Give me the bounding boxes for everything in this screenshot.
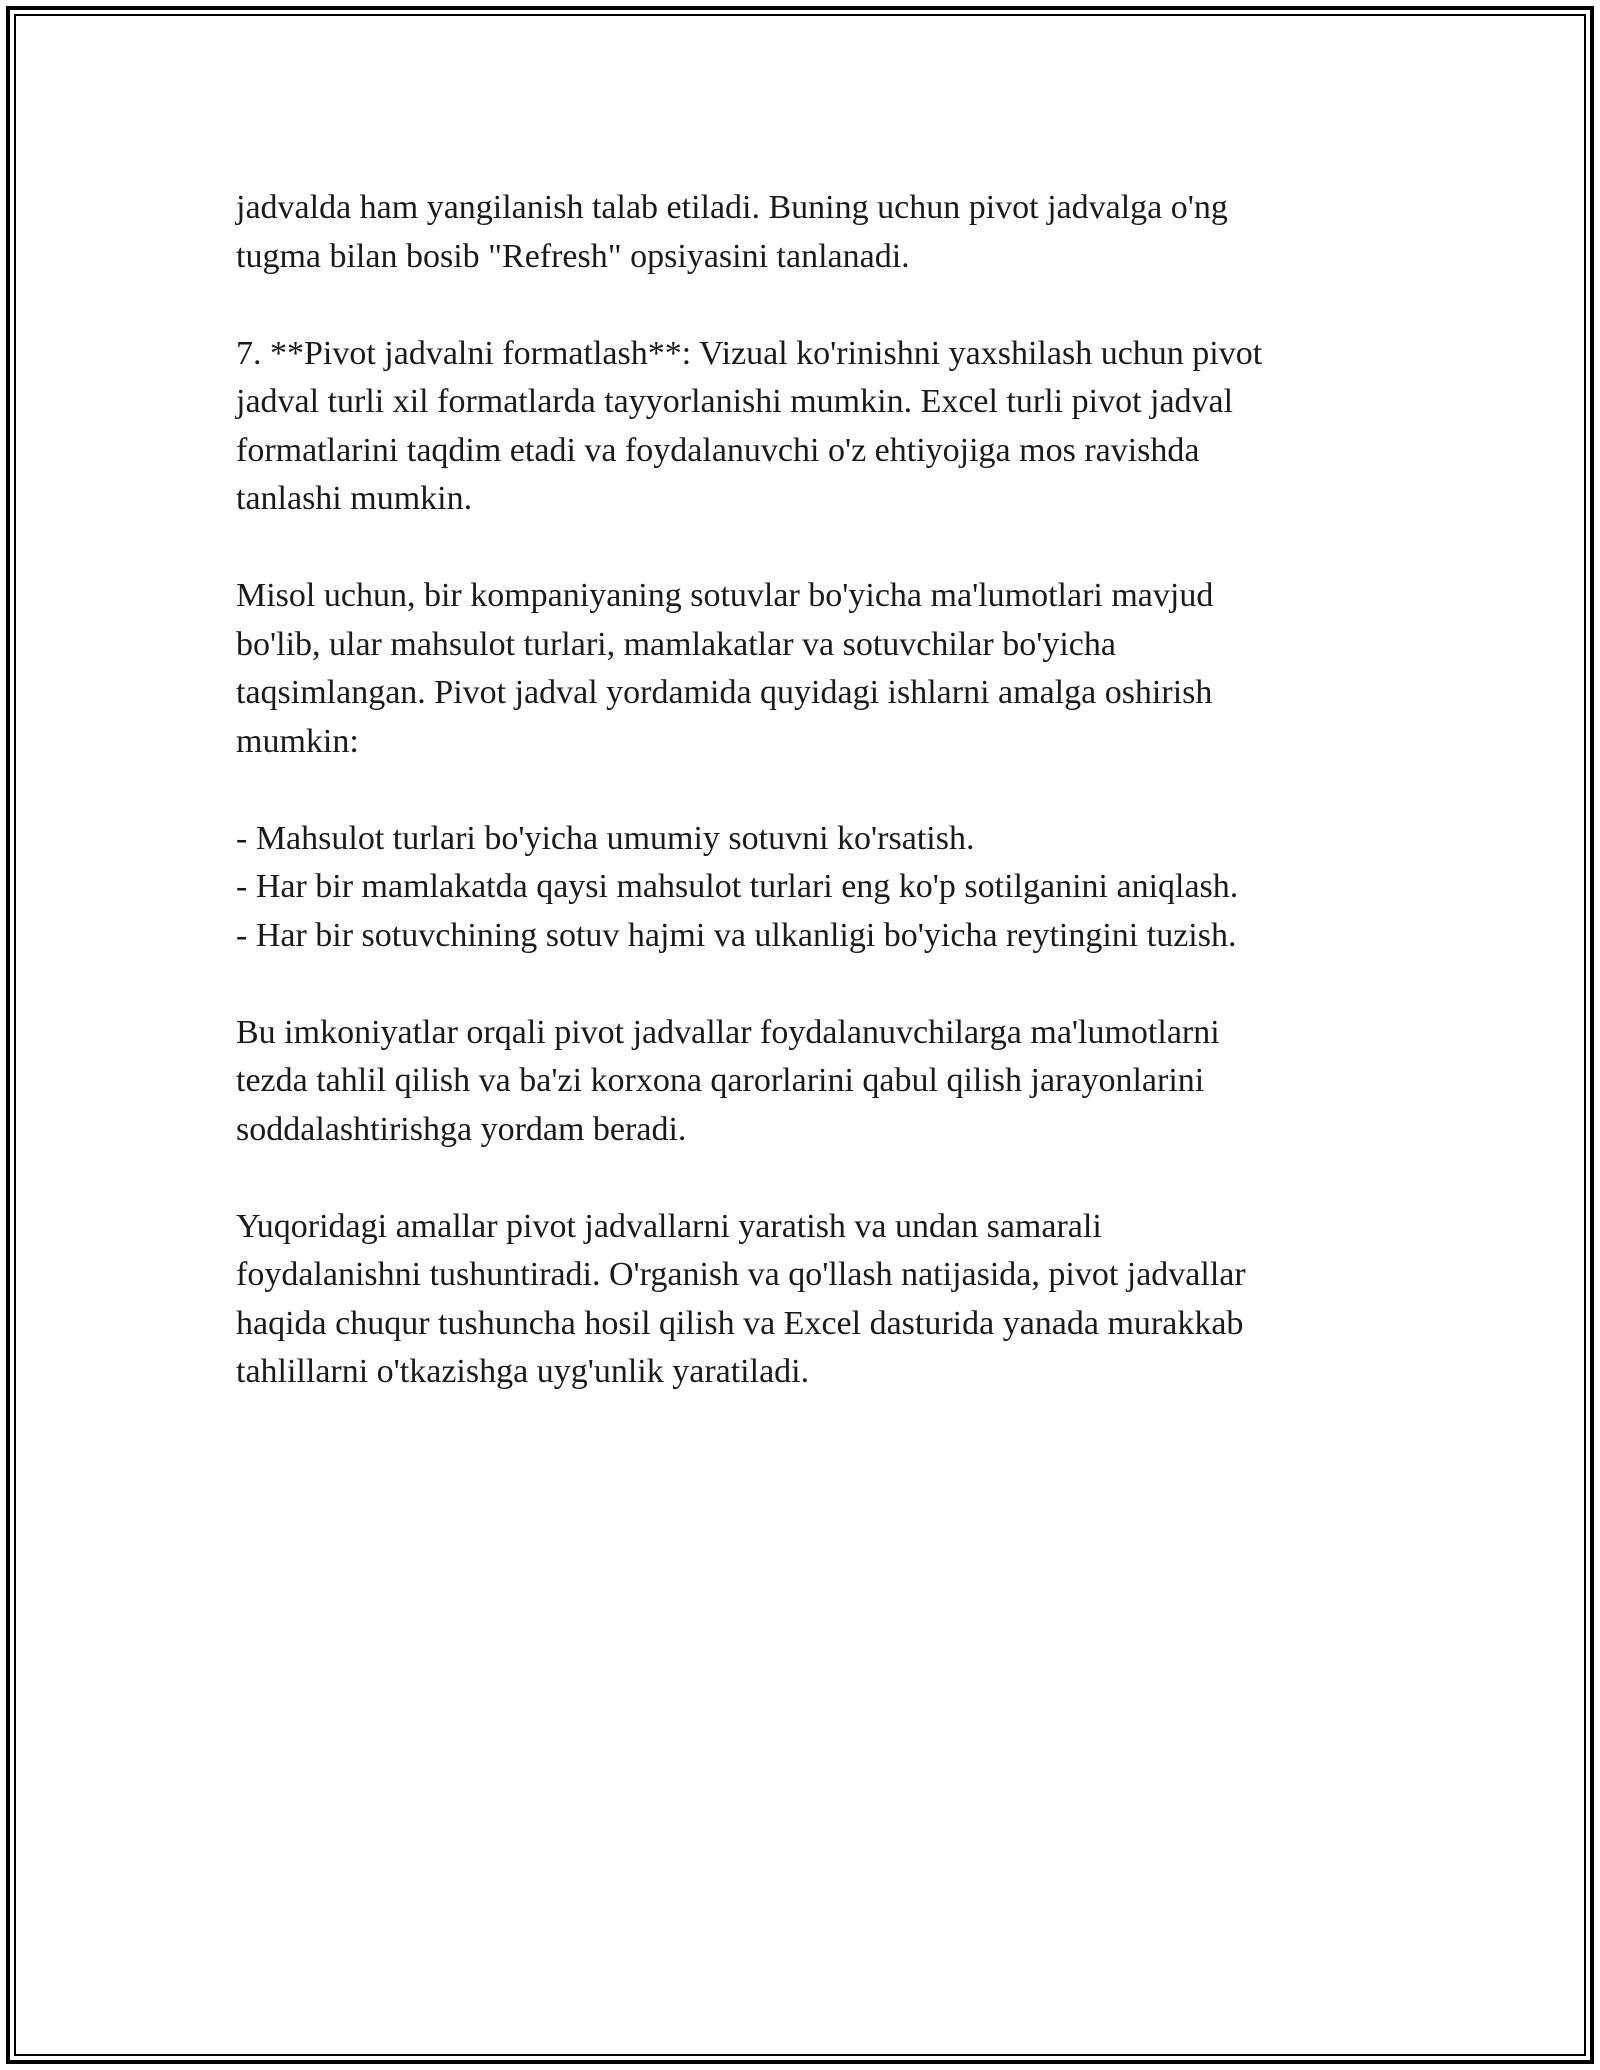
paragraph-refresh-note — [236, 184, 1386, 281]
paragraph-example-intro — [236, 572, 1386, 766]
text-line: Yuqoridagi amallar pivot jadvallarni yaratish va undan samarali — [236, 1207, 1102, 1245]
text-line: soddalashtirishga yordam beradi. — [236, 1110, 687, 1148]
text-line: 7. **Pivot jadvalni formatlash**: Vizual ko'rinishni yaxshilash uchun pivot — [236, 334, 1263, 372]
list-item: - Har bir mamlakatda qaysi mahsulot turlari eng ko'p sotilganini aniqlash. — [236, 868, 1239, 905]
text-line: tanlashi mumkin. — [236, 480, 473, 517]
text-line: jadval turli xil formatlarda tayyorlanishi mumkin. Excel turli pivot jadval — [236, 383, 1234, 420]
text-line: taqsimlangan. Pivot jadval yordamida quyidagi ishlarni amalga oshirish — [236, 674, 1213, 711]
text-line: tezda tahlil qilish va ba'zi korxona qarorlarini qabul qilish jarayonlarini — [236, 1062, 1205, 1099]
list-item: - Har bir sotuvchining sotuv hajmi va ulkanligi bo'yicha reytingini tuzish. — [236, 916, 1237, 954]
text-line: Bu imkoniyatlar orqali pivot jadvallar foydalanuvchilarga ma'lumotlarni — [236, 1013, 1220, 1051]
text-line: foydalanishni tushuntiradi. O'rganish va qo'llash natijasida, pivot jadvallar — [236, 1256, 1246, 1293]
text-line: bo'lib, ular mahsulot turlari, mamlakatlar va sotuvchilar bo'yicha — [236, 625, 1116, 663]
text-line: haqida chuqur tushuncha hosil qilish va Excel dasturida yanada murakkab — [236, 1304, 1244, 1342]
text-line: mumkin: — [236, 722, 359, 760]
example-list — [236, 815, 1386, 961]
text-line: jadvalda ham yangilanish talab etiladi. Buning uchun pivot jadvalga o'ng — [236, 189, 1228, 226]
list-item: - Mahsulot turlari bo'yicha umumiy sotuvni ko'rsatish. — [236, 819, 975, 857]
text-line: formatlarini taqdim etadi va foydalanuvchi o'z ehtiyojiga mos ravishda — [236, 431, 1200, 469]
text-line: tugma bilan bosib "Refresh" opsiyasini tanlanadi. — [236, 237, 910, 275]
paragraph-formatting-step — [236, 330, 1386, 524]
paragraph-conclusion — [236, 1203, 1386, 1397]
paragraph-benefits — [236, 1009, 1386, 1155]
document-body — [236, 184, 1386, 1445]
text-line: tahlillarni o'tkazishga uyg'unlik yaratiladi. — [236, 1353, 810, 1390]
text-line: Misol uchun, bir kompaniyaning sotuvlar bo'yicha ma'lumotlari mavjud — [236, 577, 1214, 614]
